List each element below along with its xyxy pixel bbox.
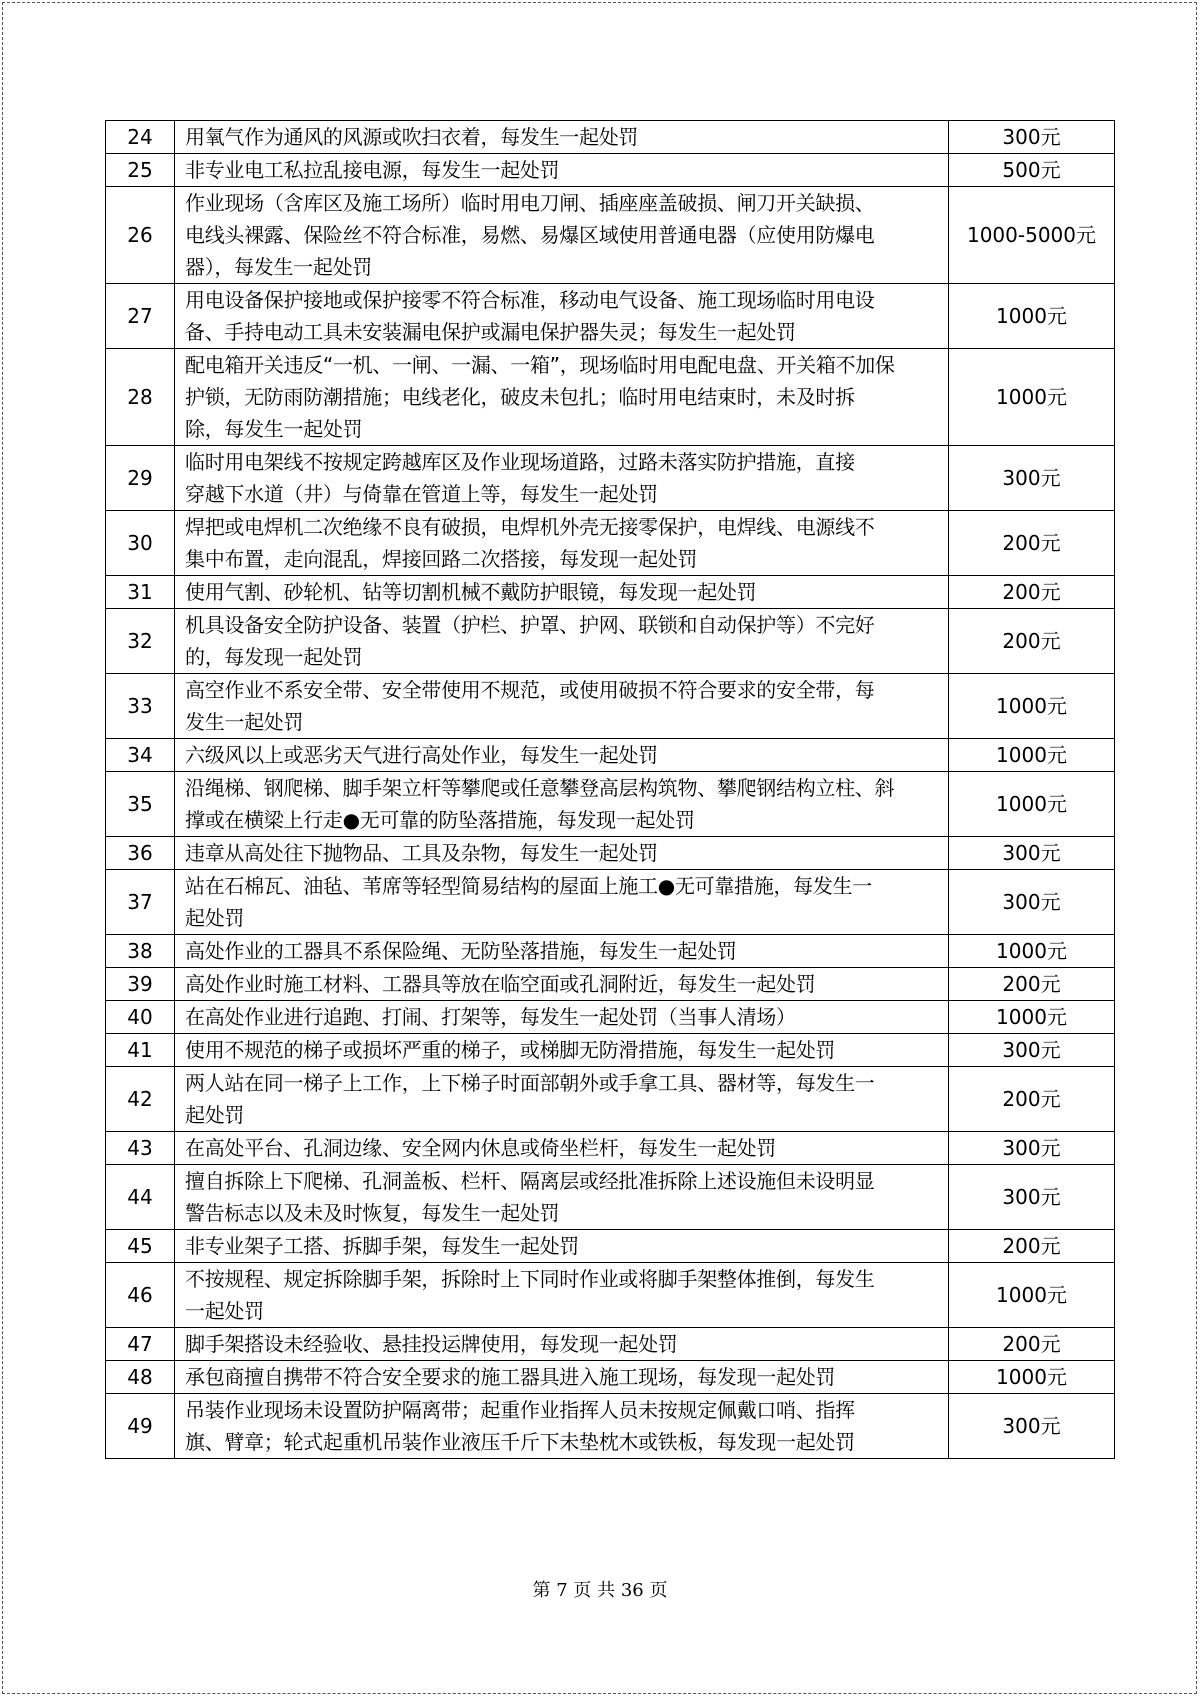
description-line: 不按规程、规定拆除脚手架，拆除时上下同时作业或将脚手架整体推倒，每发生	[185, 1267, 875, 1291]
table-row	[106, 121, 1115, 154]
row-number: 25	[106, 154, 175, 187]
fine-amount: 1000-5000元	[949, 187, 1115, 284]
table-row	[106, 739, 1115, 772]
violation-description	[175, 870, 949, 935]
description-line: 六级风以上或恶劣天气进行高处作业，每发生一起处罚	[185, 743, 658, 767]
description-line: 高空作业不系安全带、安全带使用不规范，或使用破损不符合要求的安全带，每	[185, 678, 875, 702]
row-number: 32	[106, 609, 175, 674]
row-number: 37	[106, 870, 175, 935]
violation-description	[175, 674, 949, 739]
table-row	[106, 154, 1115, 187]
description-line: 的，每发现一起处罚	[185, 645, 363, 669]
table-row	[106, 1230, 1115, 1263]
description-line: 配电箱开关违反“一机、一闸、一漏、一箱”，现场临时用电配电盘、开关箱不加保	[185, 353, 895, 377]
fine-amount: 300元	[949, 870, 1115, 935]
violation-description	[175, 349, 949, 446]
row-number: 26	[106, 187, 175, 284]
row-number: 46	[106, 1263, 175, 1328]
row-number: 30	[106, 511, 175, 576]
fine-amount: 200元	[949, 609, 1115, 674]
violation-description	[175, 935, 949, 968]
table-row	[106, 837, 1115, 870]
table-row	[106, 772, 1115, 837]
description-line: 起处罚	[185, 906, 245, 930]
table-row	[106, 1328, 1115, 1361]
fine-amount: 300元	[949, 1165, 1115, 1230]
table-row	[106, 284, 1115, 349]
table-row	[106, 1394, 1115, 1459]
description-line: 擅自拆除上下爬梯、孔洞盖板、栏杆、隔离层或经批准拆除上述设施但未设明显	[185, 1169, 875, 1193]
table-row	[106, 511, 1115, 576]
fine-amount: 1000元	[949, 739, 1115, 772]
fine-amount: 1000元	[949, 1361, 1115, 1394]
row-number: 49	[106, 1394, 175, 1459]
violation-description	[175, 609, 949, 674]
description-line: 器），每发生一起处罚	[185, 255, 372, 279]
table-row	[106, 1361, 1115, 1394]
row-number: 43	[106, 1132, 175, 1165]
row-number: 44	[106, 1165, 175, 1230]
violation-description	[175, 1132, 949, 1165]
penalty-table-body	[106, 121, 1115, 1459]
fine-amount: 1000元	[949, 935, 1115, 968]
row-number: 38	[106, 935, 175, 968]
description-line: 备、手持电动工具未安装漏电保护或漏电保护器失灵；每发生一起处罚	[185, 320, 796, 344]
row-number: 45	[106, 1230, 175, 1263]
row-number: 42	[106, 1067, 175, 1132]
violation-description	[175, 772, 949, 837]
description-line: 旗、臂章；轮式起重机吊装作业液压千斤下未垫枕木或铁板，每发现一起处罚	[185, 1430, 855, 1454]
description-line: 在高处平台、孔洞边缘、安全网内休息或倚坐栏杆，每发生一起处罚	[185, 1136, 776, 1160]
violation-description	[175, 446, 949, 511]
description-line: 穿越下水道（井）与倚靠在管道上等，每发生一起处罚	[185, 482, 658, 506]
violation-description	[175, 154, 949, 187]
violation-description	[175, 968, 949, 1001]
violation-description	[175, 1067, 949, 1132]
description-line: 脚手架搭设未经验收、悬挂投运牌使用，每发现一起处罚	[185, 1332, 678, 1356]
row-number: 40	[106, 1001, 175, 1034]
violation-description	[175, 1001, 949, 1034]
fine-amount: 300元	[949, 1132, 1115, 1165]
table-row	[106, 576, 1115, 609]
fine-amount: 1000元	[949, 1001, 1115, 1034]
description-line: 在高处作业进行追跑、打闹、打架等，每发生一起处罚（当事人清场）	[185, 1005, 796, 1029]
fine-amount: 1000元	[949, 772, 1115, 837]
description-line: 作业现场（含库区及施工场所）临时用电刀闸、插座座盖破损、闸刀开关缺损、	[185, 191, 875, 215]
row-number: 48	[106, 1361, 175, 1394]
description-line: 发生一起处罚	[185, 710, 304, 734]
row-number: 35	[106, 772, 175, 837]
row-number: 29	[106, 446, 175, 511]
table-row	[106, 674, 1115, 739]
table-row	[106, 1132, 1115, 1165]
description-line: 高处作业的工器具不系保险绳、无防坠落措施，每发生一起处罚	[185, 939, 737, 963]
description-line: 一起处罚	[185, 1299, 264, 1323]
fine-amount: 200元	[949, 968, 1115, 1001]
description-line: 机具设备安全防护设备、装置（护栏、护罩、护网、联锁和自动保护等）不完好	[185, 613, 875, 637]
table-row	[106, 968, 1115, 1001]
table-row	[106, 1001, 1115, 1034]
description-line: 电线头裸露、保险丝不符合标准，易燃、易爆区域使用普通电器（应使用防爆电	[185, 223, 875, 247]
fine-amount: 200元	[949, 511, 1115, 576]
violation-description	[175, 284, 949, 349]
fine-amount: 300元	[949, 446, 1115, 511]
violation-description	[175, 121, 949, 154]
description-line: 警告标志以及未及时恢复，每发生一起处罚	[185, 1201, 560, 1225]
description-line: 临时用电架线不按规定跨越库区及作业现场道路，过路未落实防护措施，直接	[185, 450, 855, 474]
fine-amount: 500元	[949, 154, 1115, 187]
violation-description	[175, 1034, 949, 1067]
row-number: 31	[106, 576, 175, 609]
fine-amount: 1000元	[949, 349, 1115, 446]
description-line: 护锁，无防雨防潮措施；电线老化，破皮未包扎；临时用电结束时，未及时拆	[185, 385, 855, 409]
table-row	[106, 870, 1115, 935]
violation-description	[175, 1263, 949, 1328]
fine-amount: 1000元	[949, 284, 1115, 349]
description-line: 站在石棉瓦、油毡、苇席等轻型简易结构的屋面上施工●无可靠措施，每发生一	[185, 874, 872, 898]
description-line: 两人站在同一梯子上工作，上下梯子时面部朝外或手拿工具、器材等，每发生一	[185, 1071, 875, 1095]
fine-amount: 300元	[949, 837, 1115, 870]
fine-amount: 200元	[949, 1067, 1115, 1132]
fine-amount: 200元	[949, 1230, 1115, 1263]
description-line: 吊装作业现场未设置防护隔离带；起重作业指挥人员未按规定佩戴口哨、指挥	[185, 1398, 855, 1422]
table-row	[106, 446, 1115, 511]
row-number: 39	[106, 968, 175, 1001]
violation-description	[175, 1230, 949, 1263]
table-row	[106, 349, 1115, 446]
fine-amount: 300元	[949, 1394, 1115, 1459]
violation-description	[175, 576, 949, 609]
fine-amount: 300元	[949, 121, 1115, 154]
row-number: 33	[106, 674, 175, 739]
violation-description	[175, 511, 949, 576]
table-row	[106, 1165, 1115, 1230]
description-line: 撑或在横梁上行走●无可靠的防坠落措施，每发现一起处罚	[185, 808, 695, 832]
description-line: 焊把或电焊机二次绝缘不良有破损，电焊机外壳无接零保护，电焊线、电源线不	[185, 515, 875, 539]
penalty-table	[105, 120, 1115, 1459]
table-row	[106, 1067, 1115, 1132]
description-line: 用电设备保护接地或保护接零不符合标准，移动电气设备、施工现场临时用电设	[185, 288, 875, 312]
fine-amount: 200元	[949, 1328, 1115, 1361]
violation-description	[175, 739, 949, 772]
violation-description	[175, 1165, 949, 1230]
table-row	[106, 187, 1115, 284]
fine-amount: 1000元	[949, 674, 1115, 739]
description-line: 起处罚	[185, 1103, 245, 1127]
description-line: 高处作业时施工材料、工器具等放在临空面或孔洞附近，每发生一起处罚	[185, 972, 816, 996]
description-line: 违章从高处往下抛物品、工具及杂物，每发生一起处罚	[185, 841, 658, 865]
description-line: 使用气割、砂轮机、钻等切割机械不戴防护眼镜，每发现一起处罚	[185, 580, 757, 604]
fine-amount: 200元	[949, 576, 1115, 609]
description-line: 使用不规范的梯子或损坏严重的梯子，或梯脚无防滑措施，每发生一起处罚	[185, 1038, 836, 1062]
table-row	[106, 609, 1115, 674]
description-line: 非专业架子工搭、拆脚手架，每发生一起处罚	[185, 1234, 579, 1258]
row-number: 41	[106, 1034, 175, 1067]
violation-description	[175, 837, 949, 870]
description-line: 集中布置，走向混乱，焊接回路二次搭接，每发现一起处罚	[185, 547, 698, 571]
row-number: 28	[106, 349, 175, 446]
row-number: 27	[106, 284, 175, 349]
row-number: 24	[106, 121, 175, 154]
row-number: 47	[106, 1328, 175, 1361]
violation-description	[175, 1361, 949, 1394]
table-row	[106, 1034, 1115, 1067]
page-footer: 第 7 页 共 36 页	[532, 1580, 668, 1601]
description-line: 承包商擅自携带不符合安全要求的施工器具进入施工现场，每发现一起处罚	[185, 1365, 836, 1389]
row-number: 34	[106, 739, 175, 772]
table-row	[106, 1263, 1115, 1328]
description-line: 用氧气作为通风的风源或吹扫衣着，每发生一起处罚	[185, 125, 639, 149]
fine-amount: 1000元	[949, 1263, 1115, 1328]
description-line: 除，每发生一起处罚	[185, 417, 363, 441]
violation-description	[175, 1328, 949, 1361]
description-line: 非专业电工私拉乱接电源，每发生一起处罚	[185, 158, 560, 182]
violation-description	[175, 1394, 949, 1459]
table-row	[106, 935, 1115, 968]
row-number: 36	[106, 837, 175, 870]
violation-description	[175, 187, 949, 284]
fine-amount: 300元	[949, 1034, 1115, 1067]
description-line: 沿绳梯、钢爬梯、脚手架立杆等攀爬或任意攀登高层构筑物、攀爬钢结构立柱、斜	[185, 776, 895, 800]
